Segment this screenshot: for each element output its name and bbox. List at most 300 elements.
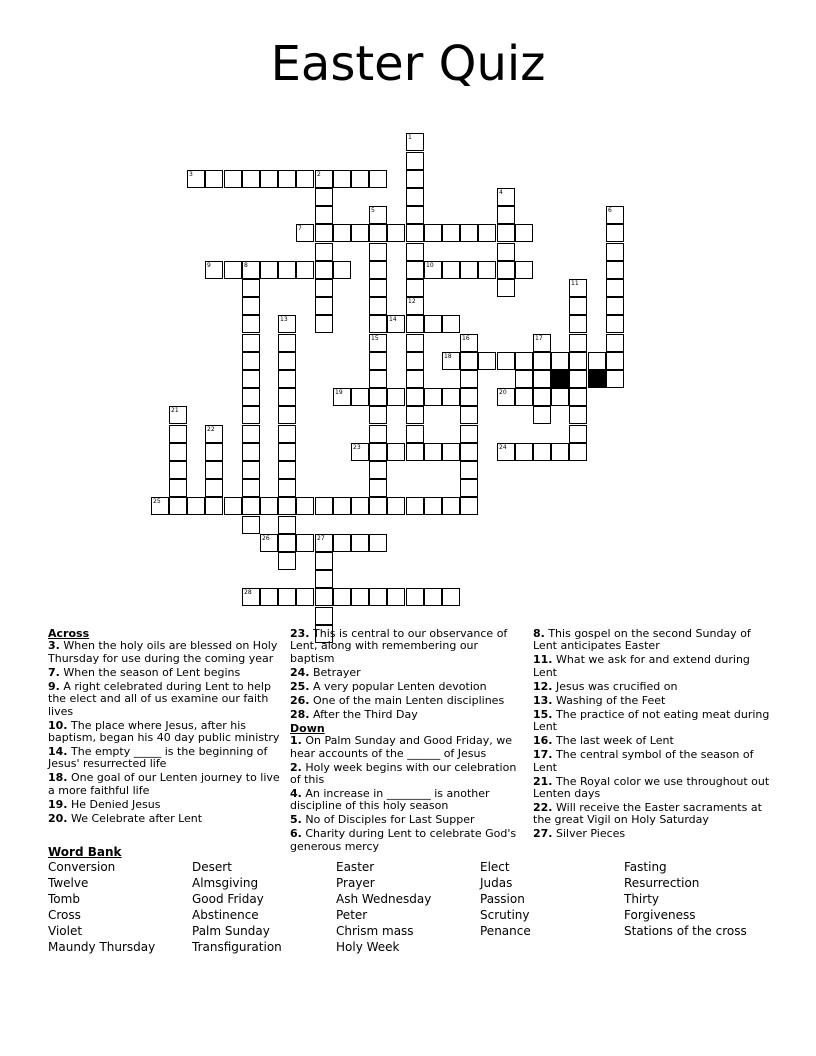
crossword-cell[interactable]: [151, 497, 169, 515]
crossword-cell[interactable]: [478, 352, 496, 370]
crossword-cell[interactable]: [442, 388, 460, 406]
crossword-cell[interactable]: [278, 479, 296, 497]
cell-number: 14: [389, 316, 397, 323]
crossword-cell[interactable]: [569, 370, 587, 388]
word-bank-item: Ash Wednesday: [336, 892, 432, 906]
clue-number: 8.: [533, 627, 545, 640]
crossword-cell[interactable]: [606, 279, 624, 297]
crossword-cell[interactable]: [242, 279, 260, 297]
word-bank-item: Abstinence: [192, 908, 259, 922]
crossword-cell[interactable]: [460, 443, 478, 461]
crossword-cell[interactable]: [569, 279, 587, 297]
crossword-cell[interactable]: [260, 588, 278, 606]
clue-item: [533, 709, 771, 734]
clue-text: One of the main Lenten disciplines: [309, 693, 505, 707]
crossword-cell[interactable]: [315, 279, 333, 297]
crossword-cell[interactable]: [387, 588, 405, 606]
crossword-cell[interactable]: [569, 388, 587, 406]
crossword-cell[interactable]: [606, 334, 624, 352]
clue-item: [48, 667, 280, 679]
crossword-cell[interactable]: [278, 552, 296, 570]
crossword-cell[interactable]: [606, 297, 624, 315]
crossword-cell[interactable]: [205, 497, 223, 515]
crossword-cell[interactable]: [497, 243, 515, 261]
crossword-cell[interactable]: [369, 497, 387, 515]
word-bank-item: Resurrection: [624, 876, 700, 890]
clue-number: 6.: [290, 827, 302, 841]
crossword-cell[interactable]: [333, 388, 351, 406]
crossword-cell[interactable]: [315, 261, 333, 279]
crossword-cell[interactable]: [406, 370, 424, 388]
crossword-cell[interactable]: [242, 443, 260, 461]
crossword-cell[interactable]: [242, 461, 260, 479]
crossword-cell[interactable]: [315, 188, 333, 206]
clue-item: [48, 813, 280, 825]
crossword-cell[interactable]: [278, 370, 296, 388]
word-bank-item: Holy Week: [336, 940, 400, 954]
crossword-cell[interactable]: [205, 425, 223, 443]
crossword-cell[interactable]: [169, 479, 187, 497]
crossword-cell[interactable]: [169, 497, 187, 515]
crossword-cell[interactable]: [369, 224, 387, 242]
crossword-cell[interactable]: [387, 315, 405, 333]
crossword-cell[interactable]: [296, 534, 314, 552]
crossword-cell[interactable]: [260, 261, 278, 279]
word-bank-item: Violet: [48, 924, 83, 938]
crossword-cell[interactable]: [442, 497, 460, 515]
crossword-cell[interactable]: [606, 370, 624, 388]
crossword-cell[interactable]: [369, 534, 387, 552]
cell-number: 2: [317, 171, 321, 178]
cell-number: 11: [571, 280, 579, 287]
crossword-cell[interactable]: [569, 425, 587, 443]
crossword-cell[interactable]: [442, 261, 460, 279]
cell-number: 7: [298, 225, 302, 232]
crossword-cell[interactable]: [406, 279, 424, 297]
crossword-cell[interactable]: [387, 388, 405, 406]
crossword-cell[interactable]: [242, 315, 260, 333]
crossword-cell[interactable]: [278, 534, 296, 552]
crossword-cell[interactable]: [169, 461, 187, 479]
crossword-cell[interactable]: [369, 261, 387, 279]
crossword-cell[interactable]: [205, 461, 223, 479]
clue-number: 27.: [533, 827, 553, 841]
crossword-cell[interactable]: [224, 170, 242, 188]
crossword-cell[interactable]: [406, 443, 424, 461]
crossword-cell[interactable]: [442, 443, 460, 461]
crossword-cell[interactable]: [406, 224, 424, 242]
word-bank-item: Transfiguration: [192, 940, 282, 954]
clue-text: Charity during Lent to celebrate God's generous mercy: [290, 827, 517, 853]
clue-item: [533, 749, 771, 774]
crossword-cell[interactable]: [406, 588, 424, 606]
word-bank-item: Twelve: [48, 876, 89, 890]
crossword-cell[interactable]: [406, 297, 424, 315]
crossword-cell[interactable]: [442, 588, 460, 606]
crossword-cell[interactable]: [424, 315, 442, 333]
crossword-cell[interactable]: [278, 588, 296, 606]
crossword-cell[interactable]: [497, 224, 515, 242]
crossword-cell[interactable]: [278, 443, 296, 461]
crossword-cell[interactable]: [387, 497, 405, 515]
crossword-cell[interactable]: [406, 170, 424, 188]
crossword-cell[interactable]: [497, 206, 515, 224]
crossword-cell[interactable]: [606, 243, 624, 261]
clue-number: 17.: [533, 748, 553, 762]
clue-text: No of Disciples for Last Supper: [301, 813, 475, 827]
clue-item: [533, 628, 771, 653]
crossword-cell[interactable]: [351, 224, 369, 242]
crossword-cell[interactable]: [606, 206, 624, 224]
crossword-cell[interactable]: [242, 334, 260, 352]
crossword-cell[interactable]: [296, 224, 314, 242]
crossword-cell[interactable]: [369, 388, 387, 406]
crossword-cell[interactable]: [169, 443, 187, 461]
crossword-cell[interactable]: [515, 224, 533, 242]
crossword-cell[interactable]: [315, 206, 333, 224]
crossword-cell[interactable]: [278, 315, 296, 333]
clue-number: 4.: [290, 787, 302, 801]
cell-number: 4: [499, 189, 503, 196]
crossword-cell[interactable]: [588, 352, 606, 370]
crossword-cell[interactable]: [406, 206, 424, 224]
crossword-cell[interactable]: [460, 224, 478, 242]
crossword-cell[interactable]: [424, 497, 442, 515]
crossword-cell[interactable]: [315, 297, 333, 315]
crossword-cell[interactable]: [515, 443, 533, 461]
crossword-cell[interactable]: [460, 370, 478, 388]
crossword-cell[interactable]: [533, 370, 551, 388]
crossword-cell[interactable]: [205, 443, 223, 461]
clue-text: What we ask for and extend during Lent: [533, 653, 750, 679]
crossword-cell[interactable]: [369, 461, 387, 479]
cell-number: 1: [408, 134, 412, 141]
clue-text: When the season of Lent begins: [59, 665, 241, 679]
clue-text: This gospel on the second Sunday of Lent anticipates Easter: [533, 627, 751, 653]
crossword-cell[interactable]: [315, 224, 333, 242]
clue-item: [290, 788, 522, 813]
cell-number: 16: [462, 335, 470, 342]
crossword-cell[interactable]: [406, 334, 424, 352]
crossword-cell[interactable]: [533, 443, 551, 461]
crossword-cell[interactable]: [369, 443, 387, 461]
crossword-cell[interactable]: [497, 352, 515, 370]
clue-number: 11.: [533, 653, 553, 667]
crossword-cell[interactable]: [169, 406, 187, 424]
cell-number: 17: [535, 335, 543, 342]
crossword-cell[interactable]: [296, 497, 314, 515]
crossword-cell[interactable]: [315, 534, 333, 552]
crossword-cell[interactable]: [260, 534, 278, 552]
crossword-cell[interactable]: [333, 170, 351, 188]
clue-item: [48, 720, 280, 745]
crossword-cell[interactable]: [242, 261, 260, 279]
crossword-cell[interactable]: [569, 297, 587, 315]
crossword-cell[interactable]: [351, 170, 369, 188]
clue-text: The practice of not eating meat during Lent: [533, 707, 770, 734]
crossword-cell[interactable]: [315, 552, 333, 570]
crossword-cell[interactable]: [333, 497, 351, 515]
crossword-cell[interactable]: [460, 261, 478, 279]
clue-number: 20.: [48, 811, 68, 825]
crossword-cell[interactable]: [278, 388, 296, 406]
clue-text: Will receive the Easter sacraments at the great Vigil on Holy Saturday: [533, 801, 762, 827]
crossword-cell[interactable]: [533, 406, 551, 424]
clue-number: 10.: [48, 718, 68, 732]
word-bank-title: Word Bank: [48, 845, 122, 859]
crossword-cell[interactable]: [369, 279, 387, 297]
clue-number: 3.: [48, 639, 60, 653]
word-bank-item: Conversion: [48, 860, 116, 874]
crossword-cell[interactable]: [333, 224, 351, 242]
crossword-cell[interactable]: [296, 261, 314, 279]
crossword-cell[interactable]: [406, 388, 424, 406]
word-bank-item: Passion: [480, 892, 525, 906]
crossword-cell[interactable]: [351, 443, 369, 461]
crossword-cell[interactable]: [569, 406, 587, 424]
crossword-cell[interactable]: [351, 388, 369, 406]
word-bank-item: Cross: [48, 908, 81, 922]
crossword-cell[interactable]: [551, 352, 569, 370]
word-bank-item: Penance: [480, 924, 531, 938]
crossword-cell[interactable]: [205, 170, 223, 188]
word-bank-item: Stations of the cross: [624, 924, 747, 938]
crossword-cell[interactable]: [242, 516, 260, 534]
crossword-cell[interactable]: [533, 352, 551, 370]
crossword-cell[interactable]: [296, 588, 314, 606]
crossword-cell[interactable]: [333, 588, 351, 606]
crossword-cell[interactable]: [387, 443, 405, 461]
crossword-cell[interactable]: [460, 425, 478, 443]
crossword-cell[interactable]: [406, 188, 424, 206]
crossword-cell[interactable]: [242, 170, 260, 188]
crossword-cell[interactable]: [551, 443, 569, 461]
crossword-cell[interactable]: [460, 406, 478, 424]
crossword-cell[interactable]: [205, 479, 223, 497]
clue-text: The place where Jesus, after his baptism, began his 40 day public ministry: [48, 718, 280, 745]
crossword-cell[interactable]: [442, 224, 460, 242]
crossword-cell[interactable]: [497, 388, 515, 406]
crossword-cell[interactable]: [260, 497, 278, 515]
crossword-cell[interactable]: [351, 588, 369, 606]
crossword-cell[interactable]: [315, 243, 333, 261]
crossword-cell[interactable]: [315, 570, 333, 588]
crossword-cell[interactable]: [278, 170, 296, 188]
crossword-cell[interactable]: [187, 170, 205, 188]
crossword-cell[interactable]: [278, 497, 296, 515]
clue-number: 7.: [48, 665, 60, 679]
crossword-cell[interactable]: [478, 224, 496, 242]
cell-number: 12: [408, 298, 416, 305]
crossword-cell[interactable]: [497, 279, 515, 297]
crossword-cell[interactable]: [460, 352, 478, 370]
crossword-black-cell: [588, 370, 606, 388]
clue-number: 9.: [48, 679, 60, 693]
crossword-cell[interactable]: [242, 425, 260, 443]
cell-number: 27: [317, 535, 325, 542]
crossword-cell[interactable]: [369, 170, 387, 188]
crossword-cell[interactable]: [333, 534, 351, 552]
crossword-cell[interactable]: [369, 334, 387, 352]
crossword-cell[interactable]: [569, 443, 587, 461]
word-bank-item: Thirty: [624, 892, 660, 906]
crossword-cell[interactable]: [424, 388, 442, 406]
word-bank-item: Scrutiny: [480, 908, 530, 922]
crossword-cell[interactable]: [497, 261, 515, 279]
crossword-cell[interactable]: [315, 497, 333, 515]
crossword-cell[interactable]: [460, 334, 478, 352]
crossword-cell[interactable]: [406, 243, 424, 261]
clue-item: [290, 709, 522, 721]
crossword-cell[interactable]: [406, 315, 424, 333]
crossword-cell[interactable]: [224, 261, 242, 279]
crossword-cell[interactable]: [406, 406, 424, 424]
crossword-cell[interactable]: [369, 406, 387, 424]
crossword-cell[interactable]: [406, 261, 424, 279]
crossword-cell[interactable]: [497, 188, 515, 206]
crossword-cell[interactable]: [369, 479, 387, 497]
crossword-cell[interactable]: [515, 261, 533, 279]
crossword-cell[interactable]: [369, 425, 387, 443]
crossword-cell[interactable]: [315, 588, 333, 606]
clue-number: 15.: [533, 707, 553, 721]
clue-item: [290, 814, 522, 826]
crossword-cell[interactable]: [278, 352, 296, 370]
crossword-cell[interactable]: [569, 315, 587, 333]
crossword-cell[interactable]: [351, 534, 369, 552]
cell-number: 28: [244, 589, 252, 596]
crossword-cell[interactable]: [569, 352, 587, 370]
clue-text: Holy week begins with our celebration of this: [290, 760, 517, 787]
crossword-cell[interactable]: [242, 297, 260, 315]
crossword-cell[interactable]: [278, 425, 296, 443]
clue-item: [290, 628, 522, 665]
crossword-cell[interactable]: [278, 516, 296, 534]
crossword-cell[interactable]: [242, 370, 260, 388]
clue-number: 23.: [290, 627, 310, 640]
crossword-cell[interactable]: [369, 315, 387, 333]
crossword-cell[interactable]: [369, 370, 387, 388]
crossword-cell[interactable]: [278, 334, 296, 352]
crossword-cell[interactable]: [278, 406, 296, 424]
crossword-cell[interactable]: [406, 152, 424, 170]
crossword-cell[interactable]: [497, 443, 515, 461]
crossword-cell[interactable]: [515, 370, 533, 388]
word-bank-item: Fasting: [624, 860, 667, 874]
crossword-cell[interactable]: [242, 352, 260, 370]
crossword-cell[interactable]: [606, 224, 624, 242]
crossword-cell[interactable]: [296, 170, 314, 188]
crossword-cell[interactable]: [460, 388, 478, 406]
crossword-cell[interactable]: [315, 170, 333, 188]
crossword-cell[interactable]: [442, 315, 460, 333]
crossword-cell[interactable]: [551, 388, 569, 406]
clue-text: The Royal color we use throughout out Lenten days: [533, 774, 770, 801]
clue-item: [533, 654, 771, 679]
crossword-cell[interactable]: [515, 352, 533, 370]
crossword-cell[interactable]: [606, 261, 624, 279]
crossword-cell[interactable]: [606, 315, 624, 333]
crossword-cell[interactable]: [205, 261, 223, 279]
crossword-cell[interactable]: [442, 352, 460, 370]
crossword-cell[interactable]: [242, 588, 260, 606]
word-bank-item: Palm Sunday: [192, 924, 270, 938]
crossword-cell[interactable]: [424, 261, 442, 279]
crossword-cell[interactable]: [369, 588, 387, 606]
crossword-cell[interactable]: [315, 607, 333, 625]
crossword-cell[interactable]: [533, 388, 551, 406]
crossword-cell[interactable]: [224, 497, 242, 515]
crossword-cell[interactable]: [406, 497, 424, 515]
crossword-cell[interactable]: [369, 352, 387, 370]
clue-item: [290, 695, 522, 707]
crossword-cell[interactable]: [533, 334, 551, 352]
clue-text: An increase in ________ is another discipline of this holy season: [290, 787, 490, 813]
crossword-cell[interactable]: [187, 497, 205, 515]
crossword-cell[interactable]: [424, 443, 442, 461]
crossword-cell[interactable]: [242, 388, 260, 406]
word-bank-item: Maundy Thursday: [48, 940, 156, 954]
clue-text: On Palm Sunday and Good Friday, we hear accounts of the ______ of Jesus: [290, 734, 513, 760]
crossword-cell[interactable]: [569, 334, 587, 352]
clue-text: Betrayer: [309, 665, 361, 679]
crossword-cell[interactable]: [333, 261, 351, 279]
crossword-cell[interactable]: [387, 224, 405, 242]
clue-number: 19.: [48, 797, 68, 811]
crossword-cell[interactable]: [242, 497, 260, 515]
crossword-cell[interactable]: [369, 206, 387, 224]
crossword-cell[interactable]: [424, 224, 442, 242]
cell-number: 25: [153, 498, 161, 505]
crossword-cell[interactable]: [315, 315, 333, 333]
cell-number: 21: [171, 407, 179, 414]
crossword-cell[interactable]: [406, 133, 424, 151]
crossword-cell[interactable]: [460, 497, 478, 515]
crossword-cell[interactable]: [460, 479, 478, 497]
crossword-cell[interactable]: [406, 352, 424, 370]
cell-number: 22: [207, 426, 215, 433]
clue-item: [533, 802, 771, 827]
crossword-cell[interactable]: [478, 261, 496, 279]
crossword-cell[interactable]: [515, 388, 533, 406]
crossword-cell[interactable]: [242, 479, 260, 497]
cell-number: 19: [335, 389, 343, 396]
cell-number: 3: [189, 171, 193, 178]
crossword-cell[interactable]: [369, 297, 387, 315]
clue-text: When the holy oils are blessed on Holy Thursday for use during the coming year: [48, 639, 278, 665]
crossword-cell[interactable]: [606, 352, 624, 370]
crossword-cell[interactable]: [169, 425, 187, 443]
crossword-cell[interactable]: [260, 170, 278, 188]
crossword-cell[interactable]: [369, 243, 387, 261]
word-bank-item: Prayer: [336, 876, 375, 890]
crossword-cell[interactable]: [460, 461, 478, 479]
clue-number: 26.: [290, 693, 310, 707]
crossword-cell[interactable]: [424, 588, 442, 606]
cell-number: 26: [262, 535, 270, 542]
clue-number: 18.: [48, 771, 68, 785]
crossword-cell[interactable]: [242, 406, 260, 424]
crossword-cell[interactable]: [406, 425, 424, 443]
cell-number: 5: [371, 207, 375, 214]
crossword-cell[interactable]: [278, 461, 296, 479]
clue-number: 16.: [533, 734, 553, 748]
crossword-cell[interactable]: [278, 261, 296, 279]
clue-item: [533, 776, 771, 801]
clue-item: [48, 746, 280, 771]
crossword-cell[interactable]: [351, 497, 369, 515]
clue-item: [48, 681, 280, 718]
